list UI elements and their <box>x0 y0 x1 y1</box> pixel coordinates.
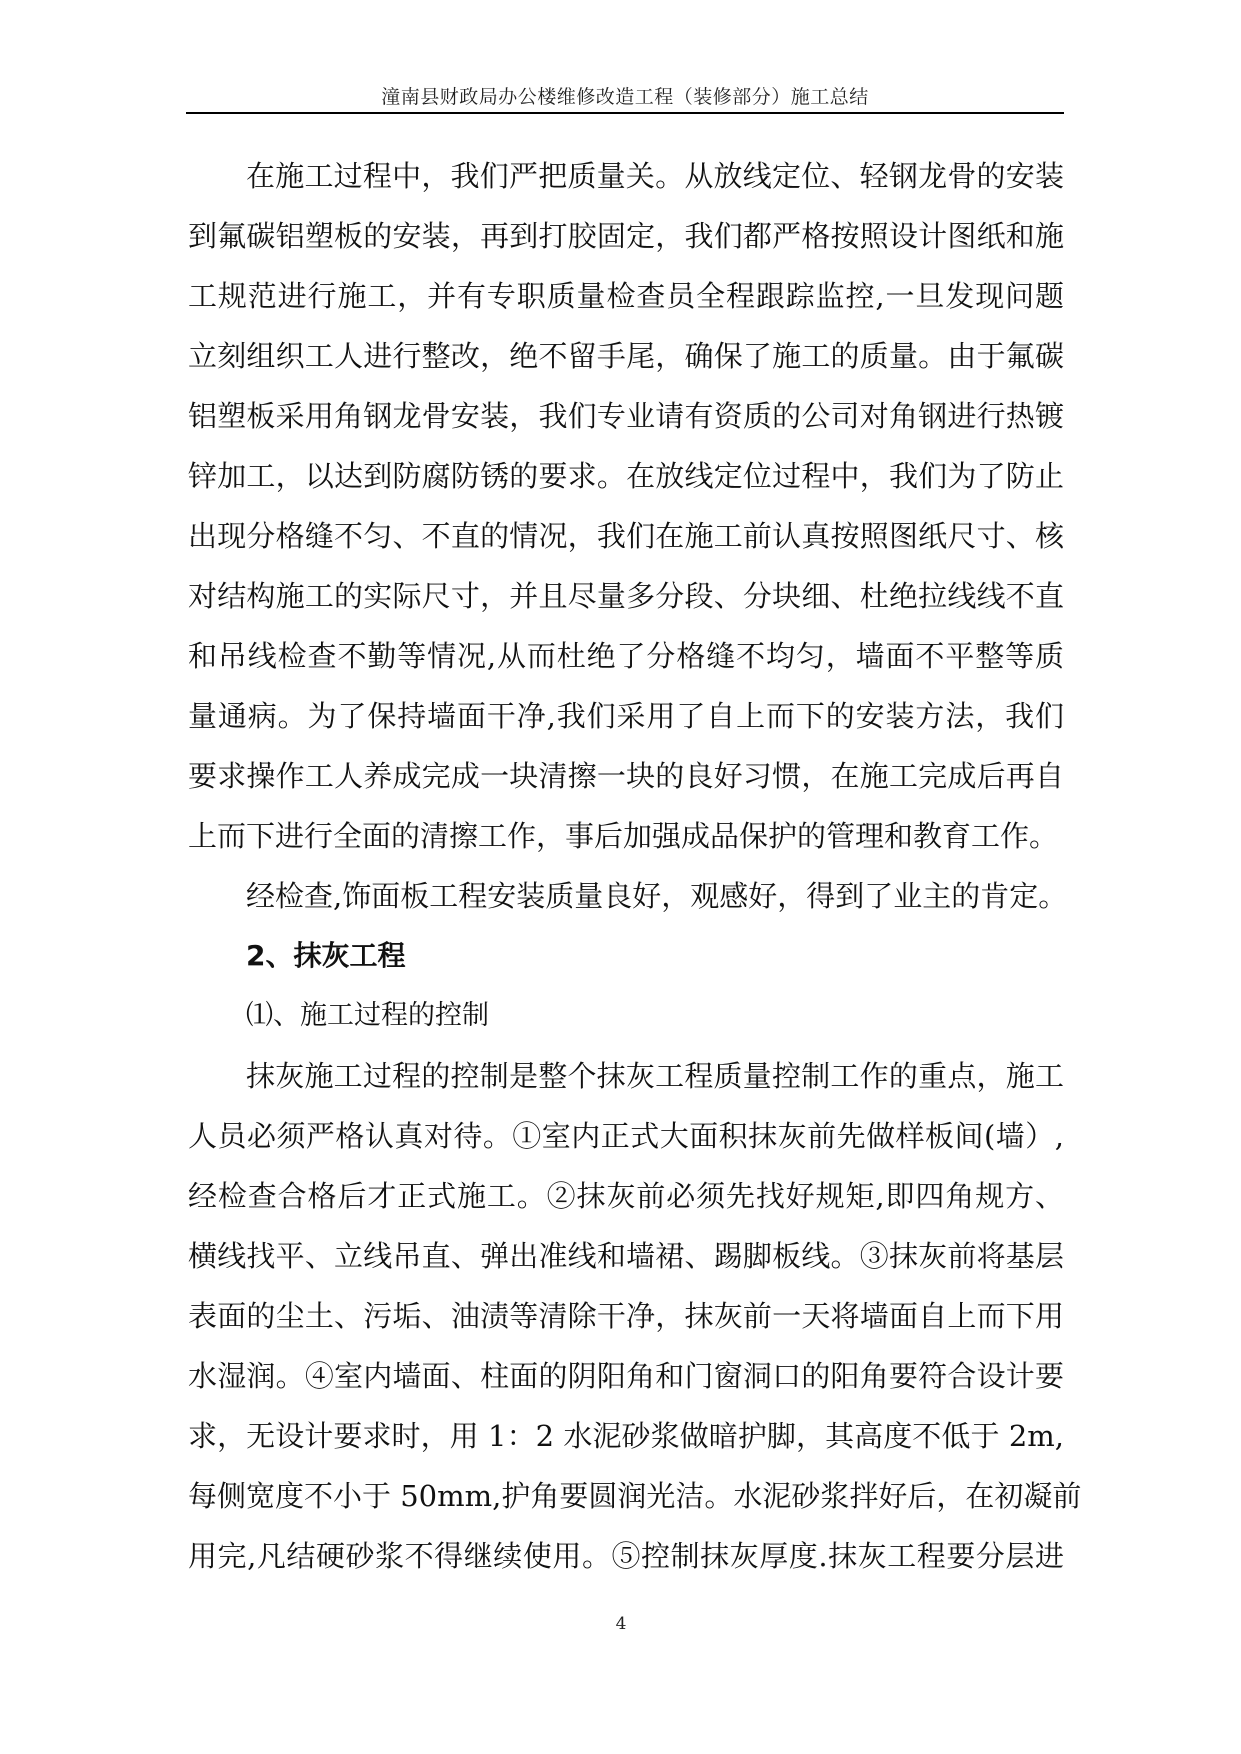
text-line: 立刻组织工人进行整改，绝不留手尾，确保了施工的质量。由于氟碳 <box>188 339 1064 373</box>
text-line: 每侧宽度不小于 50mm,护角要圆润光洁。水泥砂浆拌好后，在初凝前 <box>188 1479 1082 1513</box>
header-divider <box>186 112 1064 114</box>
text-line: 对结构施工的实际尺寸，并且尽量多分段、分块细、杜绝拉线线不直 <box>188 579 1064 613</box>
paragraph-plastering-control <box>188 1046 1082 1586</box>
text-line: 工规范进行施工，并有专职质量检查员全程跟踪监控,一旦发现问题 <box>188 279 1064 313</box>
text-line: 水湿润。④室内墙面、柱面的阴阳角和门窗洞口的阳角要符合设计要 <box>188 1359 1064 1393</box>
text-line: 求，无设计要求时，用 1：2 水泥砂浆做暗护脚，其高度不低于 2m, <box>188 1419 1064 1453</box>
text-line: 抹灰施工过程的控制是整个抹灰工程质量控制工作的重点，施工 <box>246 1059 1064 1093</box>
text-line: 和吊线检查不勤等情况,从而杜绝了分格缝不均匀，墙面不平整等质 <box>188 639 1064 673</box>
paragraph-facing-panel-quality <box>188 146 1064 866</box>
text-line: 上而下进行全面的清擦工作，事后加强成品保护的管理和教育工作。 <box>188 819 1059 853</box>
text-line: 锌加工，以达到防腐防锈的要求。在放线定位过程中，我们为了防止 <box>188 459 1064 493</box>
text-line: 在施工过程中，我们严把质量关。从放线定位、轻钢龙骨的安装 <box>246 159 1064 193</box>
text-line: 表面的尘土、污垢、油渍等清除干净，抹灰前一天将墙面自上而下用 <box>188 1299 1064 1333</box>
section-heading: 2、抹灰工程 <box>246 939 406 972</box>
subsection-heading: ⑴、施工过程的控制 <box>246 1000 489 1031</box>
text-line: 要求操作工人养成完成一块清擦一块的良好习惯，在施工完成后再自 <box>188 759 1064 793</box>
document-body <box>188 146 1082 1586</box>
text-line: 人员必须严格认真对待。①室内正式大面积抹灰前先做样板间(墙）, <box>188 1119 1064 1153</box>
page-number: 4 <box>615 1614 627 1634</box>
text-line: 横线找平、立线吊直、弹出准线和墙裙、踢脚板线。③抹灰前将基层 <box>188 1239 1064 1273</box>
text-line: 经检查合格后才正式施工。②抹灰前必须先找好规矩,即四角规方、 <box>188 1179 1064 1213</box>
paragraph-inspection-result <box>188 866 1068 926</box>
text-line: 到氟碳铝塑板的安装，再到打胶固定，我们都严格按照设计图纸和施 <box>188 219 1064 253</box>
text-line: 量通病。为了保持墙面干净,我们采用了自上而下的安装方法，我们 <box>188 699 1064 733</box>
text-line: 出现分格缝不匀、不直的情况，我们在施工前认真按照图纸尺寸、核 <box>188 519 1064 553</box>
page-header-title: 潼南县财政局办公楼维修改造工程（装修部分）施工总结 <box>381 86 869 108</box>
text-line: 经检查,饰面板工程安装质量良好，观感好，得到了业主的肯定。 <box>246 879 1068 913</box>
text-line: 铝塑板采用角钢龙骨安装，我们专业请有资质的公司对角钢进行热镀 <box>188 399 1064 433</box>
text-line: 用完,凡结硬砂浆不得继续使用。⑤控制抹灰厚度.抹灰工程要分层进 <box>188 1539 1064 1573</box>
